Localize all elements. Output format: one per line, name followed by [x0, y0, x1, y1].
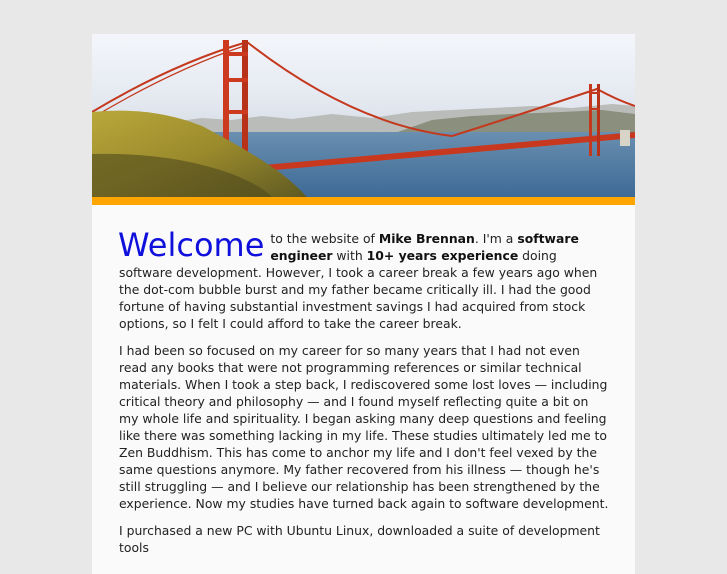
- author-name: Mike Brennan: [378, 231, 475, 246]
- intro-text-1: to the website of: [270, 231, 379, 246]
- welcome-heading: Welcome: [118, 226, 265, 264]
- intro-text-4: doing software development. However, I took a career break a few years ago when the dot-com bubble burst and my father became critically ill. I had the good fortune of having substantial investment savings I had acquired from stock options, so I felt I could afford to take the career break.: [119, 248, 598, 331]
- banner-image: [92, 34, 635, 197]
- body-paragraph-2: I had been so focused on my career for so many years that I had not even read any books that were not programming references or similar technical materials. When I took a step back, I rediscovered some lost loves — including critical theory and philosophy — and I found myself reflecting quite a bit on my whole life and spirituality. I began asking many deep questions and feeling like there was something lacking in my life. These studies ultimately led me to Zen Buddhism. This has come to anchor my life and I don't feel vexed by the same questions anymore. My father recovered from his illness — though he's still struggling — and I believe our relationship has been strengthened by the experience. Now my studies have turned back again to software development.: [119, 343, 609, 511]
- accent-bar: [92, 197, 635, 205]
- page-container: [92, 34, 635, 574]
- experience-text: 10+ years experience: [366, 248, 519, 263]
- intro-paragraph: [119, 227, 609, 332]
- main-content: [92, 205, 635, 556]
- intro-text-3: with: [332, 248, 367, 263]
- intro-text-2: . I'm a: [474, 231, 518, 246]
- role-text: software engineer: [270, 231, 579, 263]
- body-paragraph-3: I purchased a new PC with Ubuntu Linux, downloaded a suite of development tools: [119, 523, 600, 555]
